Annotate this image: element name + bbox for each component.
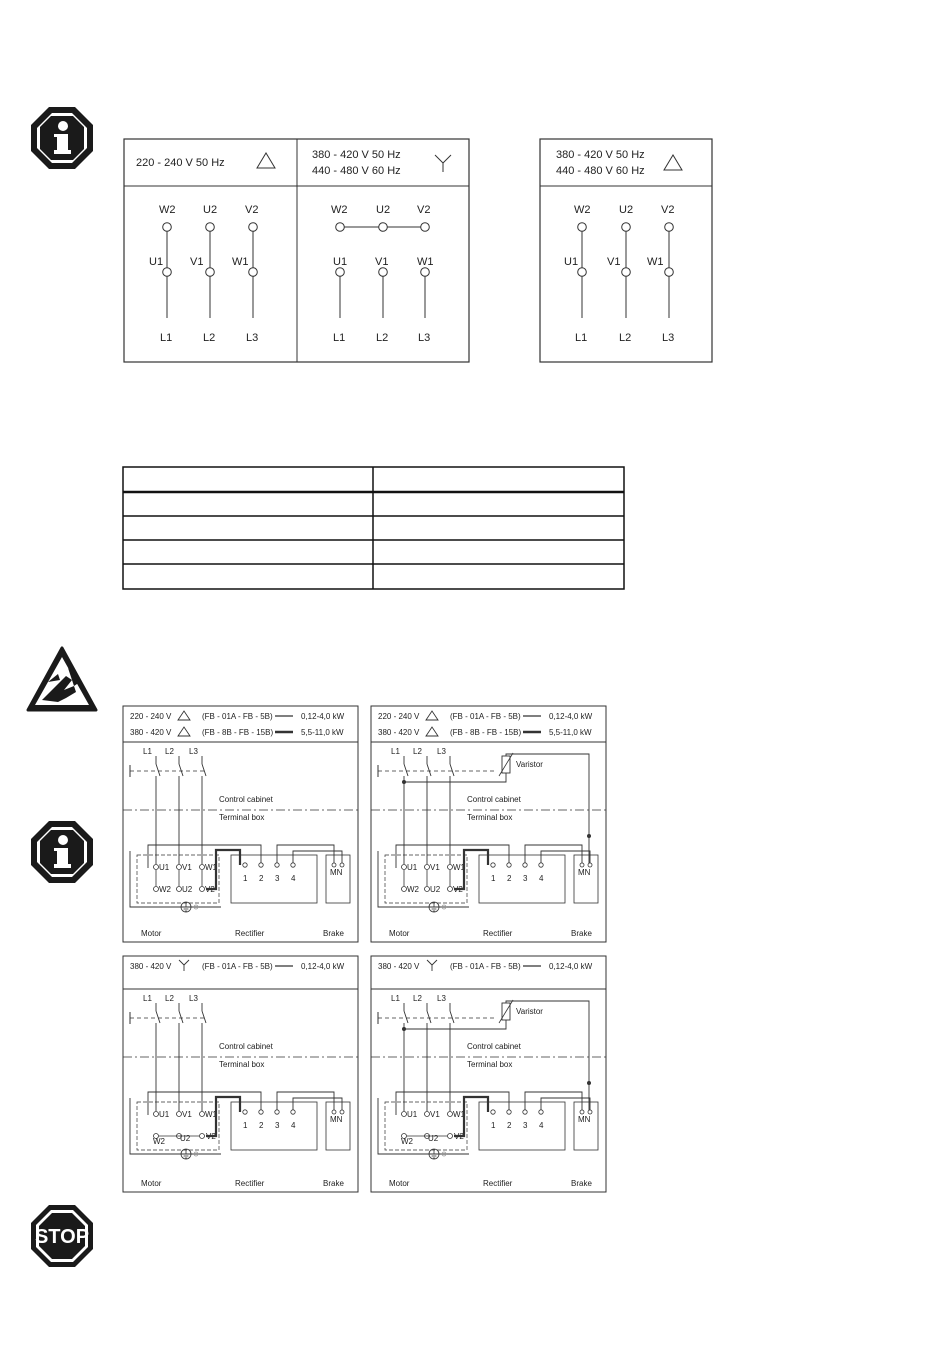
switch-contact xyxy=(156,1011,160,1023)
rectifier-label: Rectifier xyxy=(483,929,513,938)
brake-terminal-n xyxy=(340,1110,344,1114)
header-voltage-1: 220 - 240 V xyxy=(378,712,420,721)
terminal-w1 xyxy=(200,1112,205,1117)
rectifier-label: Rectifier xyxy=(483,1179,513,1188)
rectifier-terminal-2 xyxy=(259,1110,263,1114)
svg-text:W2: W2 xyxy=(574,204,591,216)
delta-symbol-icon xyxy=(426,727,438,736)
switch-contact xyxy=(427,764,431,776)
terminal-v1 xyxy=(177,865,182,870)
motor-frame xyxy=(130,851,221,907)
terminal-label-u1: U1 xyxy=(159,1110,170,1119)
header-power-1: 0,12-4,0 kW xyxy=(549,962,593,971)
brake-terminal-label: MN xyxy=(578,1115,591,1124)
rectifier-terminal-1 xyxy=(243,863,247,867)
terminal-v1 xyxy=(425,1112,430,1117)
terminal-v2 xyxy=(200,887,205,892)
terminal-u1 xyxy=(154,865,159,870)
terminal-label-v2: V2 xyxy=(454,1132,464,1141)
terminal-label-u1: U1 xyxy=(407,863,418,872)
rectifier-terminal-label-4: 4 xyxy=(291,1121,296,1130)
diagram-frame xyxy=(123,956,358,1192)
star-symbol-icon xyxy=(427,960,437,971)
switch-contact xyxy=(404,764,408,776)
rectifier-terminal-label-2: 2 xyxy=(259,874,264,883)
brake-wire-2 xyxy=(293,851,342,863)
terminal-u2 xyxy=(177,887,182,892)
terminal-label-u2: U2 xyxy=(430,885,441,894)
header-model-1: (FB - 01A - FB - 5B) xyxy=(450,962,521,971)
rectifier-terminal-3 xyxy=(275,863,279,867)
phase-label-l3: L3 xyxy=(189,747,198,756)
header-model-1: (FB - 01A - FB - 5B) xyxy=(202,712,273,721)
terminal-label-v2: V2 xyxy=(205,885,215,894)
terminal-label-v1: V1 xyxy=(182,1110,192,1119)
brake-terminal-label: MN xyxy=(330,1115,343,1124)
rectifier-terminal-label-1: 1 xyxy=(491,874,496,883)
terminal-w1 xyxy=(448,1112,453,1117)
rectifier-terminal-3 xyxy=(275,1110,279,1114)
header-power-1: 0,12-4,0 kW xyxy=(549,712,593,721)
rectifier-terminal-2 xyxy=(507,863,511,867)
rectifier-terminal-1 xyxy=(491,1110,495,1114)
phase-label-l1: L1 xyxy=(143,994,152,1003)
box-b-diagram xyxy=(331,204,434,344)
control-cabinet-label: Control cabinet xyxy=(219,795,273,804)
brake-terminal-n xyxy=(588,863,592,867)
varistor-wire xyxy=(506,754,589,863)
rectifier-terminal-2 xyxy=(507,1110,511,1114)
switch-contact xyxy=(156,764,160,776)
svg-text:V2: V2 xyxy=(661,204,675,216)
header-power-2: 5,5-11,0 kW xyxy=(301,728,344,737)
brake-box xyxy=(326,1102,350,1150)
rectifier-terminal-1 xyxy=(491,863,495,867)
brake-label: Brake xyxy=(571,1179,592,1188)
brake-box xyxy=(574,855,598,903)
rectifier-label: Rectifier xyxy=(235,929,265,938)
brake-label: Brake xyxy=(323,929,344,938)
star-symbol-icon xyxy=(179,960,189,971)
terminal-u2 xyxy=(425,887,430,892)
terminal-label-v2: V2 xyxy=(453,885,463,894)
brake-wire-2 xyxy=(293,1098,342,1110)
terminal-label-w1: W1 xyxy=(205,863,217,872)
svg-text:W1: W1 xyxy=(232,256,249,268)
motor-frame xyxy=(378,1098,469,1154)
header-voltage-1: 220 - 240 V xyxy=(130,712,172,721)
brake-wire-2 xyxy=(541,1098,590,1110)
control-cabinet-label: Control cabinet xyxy=(219,1042,273,1051)
header-voltage-1: 380 - 420 V xyxy=(378,962,420,971)
phase-label-l1: L1 xyxy=(391,994,400,1003)
header-voltage-1: 380 - 420 V xyxy=(130,962,172,971)
motor-label: Motor xyxy=(141,929,162,938)
header-model-2: (FB - 8B - FB - 15B) xyxy=(202,728,274,737)
svg-text:V2: V2 xyxy=(417,204,431,216)
svg-text:V1: V1 xyxy=(190,256,204,268)
rectifier-terminal-4 xyxy=(539,1110,543,1114)
rectifier-terminal-label-3: 3 xyxy=(275,1121,280,1130)
brake-box xyxy=(574,1102,598,1150)
wiring-diagram-d3 xyxy=(123,956,358,1192)
svg-text:L1: L1 xyxy=(333,332,346,344)
svg-text:L3: L3 xyxy=(246,332,259,344)
terminal-u1 xyxy=(154,1112,159,1117)
motor-connection-box-c xyxy=(540,139,712,362)
info-icon xyxy=(31,821,93,883)
rectifier-label: Rectifier xyxy=(235,1179,265,1188)
svg-text:U1: U1 xyxy=(564,256,579,268)
phase-label-l1: L1 xyxy=(143,747,152,756)
motor-label: Motor xyxy=(141,1179,162,1188)
svg-text:L2: L2 xyxy=(619,332,632,344)
switch-contact xyxy=(179,1011,183,1023)
phase-label-l3: L3 xyxy=(437,747,446,756)
box-b-header-line1: 380 - 420 V 50 Hz xyxy=(312,149,401,161)
header-power-1: 0,12-4,0 kW xyxy=(301,712,345,721)
terminal-u1 xyxy=(402,1112,407,1117)
control-cabinet-label: Control cabinet xyxy=(467,795,521,804)
terminal-label-w2: W2 xyxy=(407,885,419,894)
rectifier-terminal-label-4: 4 xyxy=(539,1121,544,1130)
terminal-label-v1: V1 xyxy=(182,863,192,872)
svg-text:V1: V1 xyxy=(375,256,389,268)
rectifier-terminal-4 xyxy=(291,863,295,867)
rectifier-terminal-2 xyxy=(259,863,263,867)
header-voltage-2: 380 - 420 V xyxy=(378,728,420,737)
box-c-header-line2: 440 - 480 V 60 Hz xyxy=(556,165,645,177)
wiring-diagram-d4 xyxy=(371,956,606,1192)
phase-label-l2: L2 xyxy=(165,747,174,756)
terminal-box-label: Terminal box xyxy=(219,1060,265,1069)
brake-terminal-label: MN xyxy=(578,868,591,877)
box-a-header: 220 - 240 V 50 Hz xyxy=(136,157,225,169)
varistor-return xyxy=(404,1020,506,1029)
brake-terminal-m xyxy=(580,863,584,867)
svg-text:U2: U2 xyxy=(376,204,391,216)
rectifier-terminal-4 xyxy=(291,1110,295,1114)
junction-dot xyxy=(402,780,406,784)
rectifier-terminal-label-2: 2 xyxy=(259,1121,264,1130)
motor-connection-box-ab xyxy=(124,139,469,362)
switch-contact xyxy=(179,764,183,776)
svg-text:L2: L2 xyxy=(203,332,216,344)
junction-dot xyxy=(402,1027,406,1031)
box-b-header-line2: 440 - 480 V 60 Hz xyxy=(312,165,401,177)
svg-text:U1: U1 xyxy=(149,256,164,268)
varistor-wire xyxy=(506,1001,589,1110)
brake-terminal-label: MN xyxy=(330,868,343,877)
varistor-label: Varistor xyxy=(516,760,543,769)
info-icon xyxy=(31,107,93,169)
svg-text:U2: U2 xyxy=(203,204,218,216)
terminal-label-w1: W1 xyxy=(453,1110,465,1119)
phase-label-l1: L1 xyxy=(391,747,400,756)
svg-text:U1: U1 xyxy=(333,256,348,268)
rectifier-terminal-1 xyxy=(243,1110,247,1114)
terminal-v2 xyxy=(200,1134,205,1139)
terminal-label-u2: U2 xyxy=(428,1134,439,1143)
stop-label: STOP xyxy=(34,1226,90,1248)
brake-terminal-m xyxy=(332,1110,336,1114)
terminal-w1 xyxy=(200,865,205,870)
terminal-label-u2: U2 xyxy=(182,885,193,894)
brake-terminal-n xyxy=(588,1110,592,1114)
delta-symbol-icon xyxy=(257,153,275,168)
rectifier-terminal-label-1: 1 xyxy=(243,1121,248,1130)
delta-symbol-icon xyxy=(178,727,190,736)
terminal-w1 xyxy=(448,865,453,870)
rectifier-terminal-label-2: 2 xyxy=(507,874,512,883)
svg-text:W2: W2 xyxy=(331,204,348,216)
switch-contact xyxy=(450,1011,454,1023)
terminal-label-u1: U1 xyxy=(407,1110,418,1119)
rectifier-terminal-label-4: 4 xyxy=(291,874,296,883)
wiring-diagram-d1 xyxy=(123,706,358,942)
diagram-frame xyxy=(371,956,606,1192)
svg-text:L3: L3 xyxy=(418,332,431,344)
terminal-label-u2: U2 xyxy=(180,1134,191,1143)
terminal-w2 xyxy=(402,887,407,892)
terminal-box-label: Terminal box xyxy=(219,813,265,822)
svg-text:W2: W2 xyxy=(159,204,176,216)
phase-label-l2: L2 xyxy=(413,994,422,1003)
rectifier-terminal-4 xyxy=(539,863,543,867)
terminal-label-u1: U1 xyxy=(159,863,170,872)
header-power-2: 5,5-11,0 kW xyxy=(549,728,592,737)
junction-dot xyxy=(587,834,591,838)
wiring-diagram-d2 xyxy=(371,706,606,942)
hand-crush-warning-icon xyxy=(28,648,96,710)
switch-contact xyxy=(202,764,206,776)
header-model-1: (FB - 01A - FB - 5B) xyxy=(202,962,273,971)
phase-label-l3: L3 xyxy=(437,994,446,1003)
svg-text:V2: V2 xyxy=(245,204,259,216)
svg-text:W1: W1 xyxy=(647,256,664,268)
delta-symbol-icon xyxy=(178,711,190,720)
svg-text:L2: L2 xyxy=(376,332,389,344)
terminal-box-label: Terminal box xyxy=(467,1060,513,1069)
box-a-diagram xyxy=(149,204,258,344)
brake-box xyxy=(326,855,350,903)
rectifier-terminal-3 xyxy=(523,1110,527,1114)
rectifier-terminal-3 xyxy=(523,863,527,867)
header-model-1: (FB - 01A - FB - 5B) xyxy=(450,712,521,721)
terminal-label-w2: W2 xyxy=(401,1137,413,1146)
svg-text:V1: V1 xyxy=(607,256,621,268)
header-power-1: 0,12-4,0 kW xyxy=(301,962,345,971)
terminal-label-v1: V1 xyxy=(430,1110,440,1119)
phase-label-l3: L3 xyxy=(189,994,198,1003)
motor-frame xyxy=(130,1098,221,1154)
terminal-v1 xyxy=(425,865,430,870)
brake-label: Brake xyxy=(571,929,592,938)
switch-contact xyxy=(202,1011,206,1023)
svg-text:U2: U2 xyxy=(619,204,634,216)
brake-label: Brake xyxy=(323,1179,344,1188)
brake-wire-2 xyxy=(541,851,590,863)
switch-contact xyxy=(427,1011,431,1023)
control-cabinet-label: Control cabinet xyxy=(467,1042,521,1051)
svg-text:W1: W1 xyxy=(417,256,434,268)
rectifier-terminal-label-1: 1 xyxy=(491,1121,496,1130)
svg-text:L1: L1 xyxy=(575,332,588,344)
empty-table xyxy=(123,467,624,589)
motor-label: Motor xyxy=(389,929,410,938)
brake-wire-1 xyxy=(277,845,334,863)
varistor-return xyxy=(404,773,506,782)
phase-label-l2: L2 xyxy=(165,994,174,1003)
phase-label-l2: L2 xyxy=(413,747,422,756)
terminal-w2 xyxy=(154,887,159,892)
rectifier-terminal-label-3: 3 xyxy=(523,1121,528,1130)
rectifier-terminal-label-2: 2 xyxy=(507,1121,512,1130)
header-voltage-2: 380 - 420 V xyxy=(130,728,172,737)
terminal-v2 xyxy=(448,887,453,892)
header-model-2: (FB - 8B - FB - 15B) xyxy=(450,728,522,737)
terminal-label-w1: W1 xyxy=(205,1110,217,1119)
terminal-box-label: Terminal box xyxy=(467,813,513,822)
motor-label: Motor xyxy=(389,1179,410,1188)
switch-contact xyxy=(450,764,454,776)
terminal-label-v2: V2 xyxy=(206,1132,216,1141)
switch-contact xyxy=(404,1011,408,1023)
svg-text:L3: L3 xyxy=(662,332,675,344)
rectifier-terminal-label-4: 4 xyxy=(539,874,544,883)
delta-symbol-icon xyxy=(426,711,438,720)
brake-terminal-m xyxy=(332,863,336,867)
rectifier-terminal-label-3: 3 xyxy=(275,874,280,883)
box-c-header-line1: 380 - 420 V 50 Hz xyxy=(556,149,645,161)
terminal-label-w1: W1 xyxy=(453,863,465,872)
brake-wire-1 xyxy=(277,1092,334,1110)
motor-frame xyxy=(378,851,469,907)
rectifier-terminal-label-3: 3 xyxy=(523,874,528,883)
terminal-u1 xyxy=(402,865,407,870)
brake-wire-1 xyxy=(525,845,582,863)
svg-text:L1: L1 xyxy=(160,332,173,344)
stop-icon xyxy=(31,1205,93,1267)
brake-terminal-n xyxy=(340,863,344,867)
terminal-label-v1: V1 xyxy=(430,863,440,872)
rectifier-terminal-label-1: 1 xyxy=(243,874,248,883)
brake-wire-1 xyxy=(525,1092,582,1110)
terminal-v2 xyxy=(448,1134,453,1139)
terminal-label-w2: W2 xyxy=(159,885,171,894)
star-symbol-icon xyxy=(435,155,451,172)
delta-symbol-icon xyxy=(664,155,682,170)
varistor-label: Varistor xyxy=(516,1007,543,1016)
terminal-v1 xyxy=(177,1112,182,1117)
junction-dot xyxy=(587,1081,591,1085)
terminal-label-w2: W2 xyxy=(153,1137,165,1146)
brake-terminal-m xyxy=(580,1110,584,1114)
